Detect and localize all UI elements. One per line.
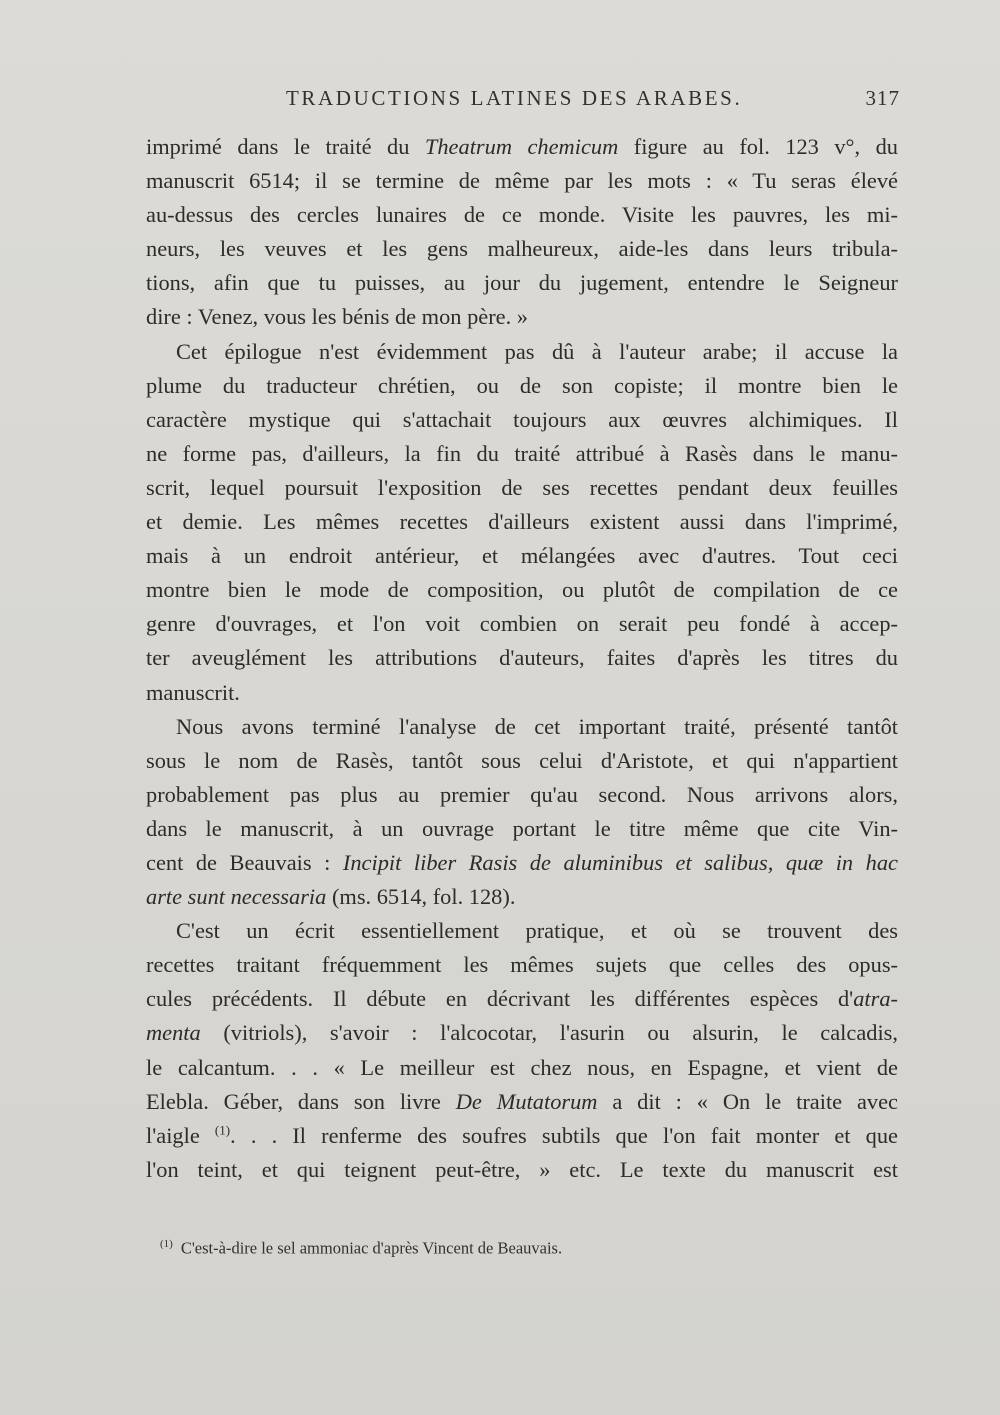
text-line	[146, 744, 898, 778]
text-line	[146, 1153, 898, 1187]
italic-run: De Mutatorum	[455, 1088, 598, 1114]
text-line	[146, 1016, 898, 1050]
text-line	[146, 641, 898, 675]
text-run: montre bien le mode de composition, ou plutôt de compilation de ce	[146, 577, 898, 603]
footnote	[160, 1238, 860, 1259]
text-run: C'est un écrit essentiellement pratique, et où se trouvent des	[176, 918, 898, 944]
running-head	[148, 86, 900, 120]
text-line	[146, 164, 898, 198]
text-run: plume du traducteur chrétien, ou de son copiste; il montre bien le	[146, 372, 898, 398]
text-run: mais à un endroit antérieur, et mélangées avec d'autres. Tout ceci	[146, 543, 898, 569]
text-line	[146, 1119, 898, 1153]
text-run: Cet épilogue n'est évidemment pas dû à l'auteur arabe; il accuse la	[176, 338, 898, 364]
text-line	[146, 676, 898, 710]
text-line	[146, 982, 898, 1016]
text-run: (ms. 6514, fol. 128).	[326, 884, 516, 910]
text-run: scrit, lequel poursuit l'exposition de ses recettes pendant deux feuilles	[146, 474, 898, 500]
italic-run: arte sunt necessaria	[146, 884, 327, 910]
running-title: TRADUCTIONS LATINES DES ARABES.	[286, 86, 743, 110]
text-line	[146, 948, 898, 982]
text-line	[146, 1051, 898, 1085]
text-run: Elebla. Géber, dans son livre	[146, 1088, 456, 1114]
text-line	[146, 846, 898, 880]
text-run: ne forme pas, d'ailleurs, la fin du traité attribué à Rasès dans le manu-	[146, 440, 898, 466]
text-run: . . . Il renferme des soufres subtils que l'on fait monter et que	[230, 1122, 898, 1148]
text-line	[146, 914, 898, 948]
text-run: probablement pas plus au premier qu'au second. Nous arrivons alors,	[146, 781, 898, 807]
footnote-mark: (1)	[160, 1238, 173, 1250]
text-run: figure au fol. 123 v°, du	[618, 134, 898, 159]
text-run: a dit : « On le traite avec	[597, 1088, 898, 1114]
text-run: ter aveuglément les attributions d'auteurs, faites d'après les titres du	[146, 645, 898, 671]
text-run: manuscrit 6514; il se termine de même par les mots : « Tu seras élevé	[146, 168, 898, 194]
text-line	[146, 505, 898, 539]
text-run: cent de Beauvais :	[146, 849, 343, 875]
text-run: tions, afin que tu puisses, au jour du jugement, entendre le Seigneur	[146, 270, 898, 296]
italic-run: atra-	[853, 986, 898, 1012]
text-run: Nous avons terminé l'analyse de cet important traité, présenté tantôt	[176, 713, 898, 739]
text-run: dire : Venez, vous les bénis de mon père. »	[146, 304, 528, 330]
text-run: cules précédents. Il débute en décrivant les différentes espèces d'	[146, 986, 854, 1012]
text-line	[146, 471, 898, 505]
text-run: et demie. Les mêmes recettes d'ailleurs existent aussi dans l'imprimé,	[146, 509, 898, 535]
text-line	[146, 198, 898, 232]
text-run: genre d'ouvrages, et l'on voit combien on serait peu fondé à accep-	[146, 611, 898, 637]
text-run: sous le nom de Rasès, tantôt sous celui d'Aristote, et qui n'appartient	[146, 747, 898, 773]
text-line	[146, 1085, 898, 1119]
text-line	[146, 266, 898, 300]
text-run: dans le manuscrit, à un ouvrage portant le titre même que cite Vin-	[146, 815, 898, 841]
text-line	[146, 300, 898, 334]
italic-run: Theatrum chemicum	[424, 134, 619, 159]
text-line	[146, 778, 898, 812]
text-run: imprimé dans le traité du	[146, 134, 425, 159]
italic-run: Incipit liber Rasis de aluminibus et salibus, quæ in hac	[342, 849, 898, 875]
text-line	[146, 130, 898, 164]
text-line	[146, 369, 898, 403]
text-line	[146, 812, 898, 846]
text-run: caractère mystique qui s'attachait toujours aux œuvres alchimiques. Il	[146, 406, 898, 432]
footnote-reference: (1)	[214, 1122, 231, 1138]
text-line	[146, 710, 898, 744]
text-run: au-dessus des cercles lunaires de ce monde. Visite les pauvres, les mi-	[146, 202, 898, 228]
text-line	[146, 437, 898, 471]
text-run: neurs, les veuves et les gens malheureux, aide-les dans leurs tribula-	[146, 236, 898, 262]
text-run: l'on teint, et qui teignent peut-être, » etc. Le texte du manuscrit est	[146, 1156, 898, 1182]
text-line	[146, 335, 898, 369]
text-run: l'aigle	[146, 1122, 215, 1148]
text-line	[146, 539, 898, 573]
footnote-text: C'est-à-dire le sel ammoniac d'après Vincent de Beauvais.	[180, 1238, 563, 1258]
page-number: 317	[865, 86, 900, 110]
body-text	[146, 130, 898, 1187]
text-line	[146, 607, 898, 641]
text-line	[146, 232, 898, 266]
text-run: manuscrit.	[146, 679, 240, 705]
text-line	[146, 573, 898, 607]
text-line	[146, 403, 898, 437]
italic-run: menta	[146, 1020, 201, 1046]
text-run: (vitriols), s'avoir : l'alcocotar, l'asurin ou alsurin, le calcadis,	[200, 1020, 898, 1046]
text-line	[146, 880, 898, 914]
text-run: le calcantum. . . « Le meilleur est chez nous, en Espagne, et vient de	[146, 1054, 898, 1080]
text-run: recettes traitant fréquemment les mêmes sujets que celles des opus-	[146, 952, 898, 978]
